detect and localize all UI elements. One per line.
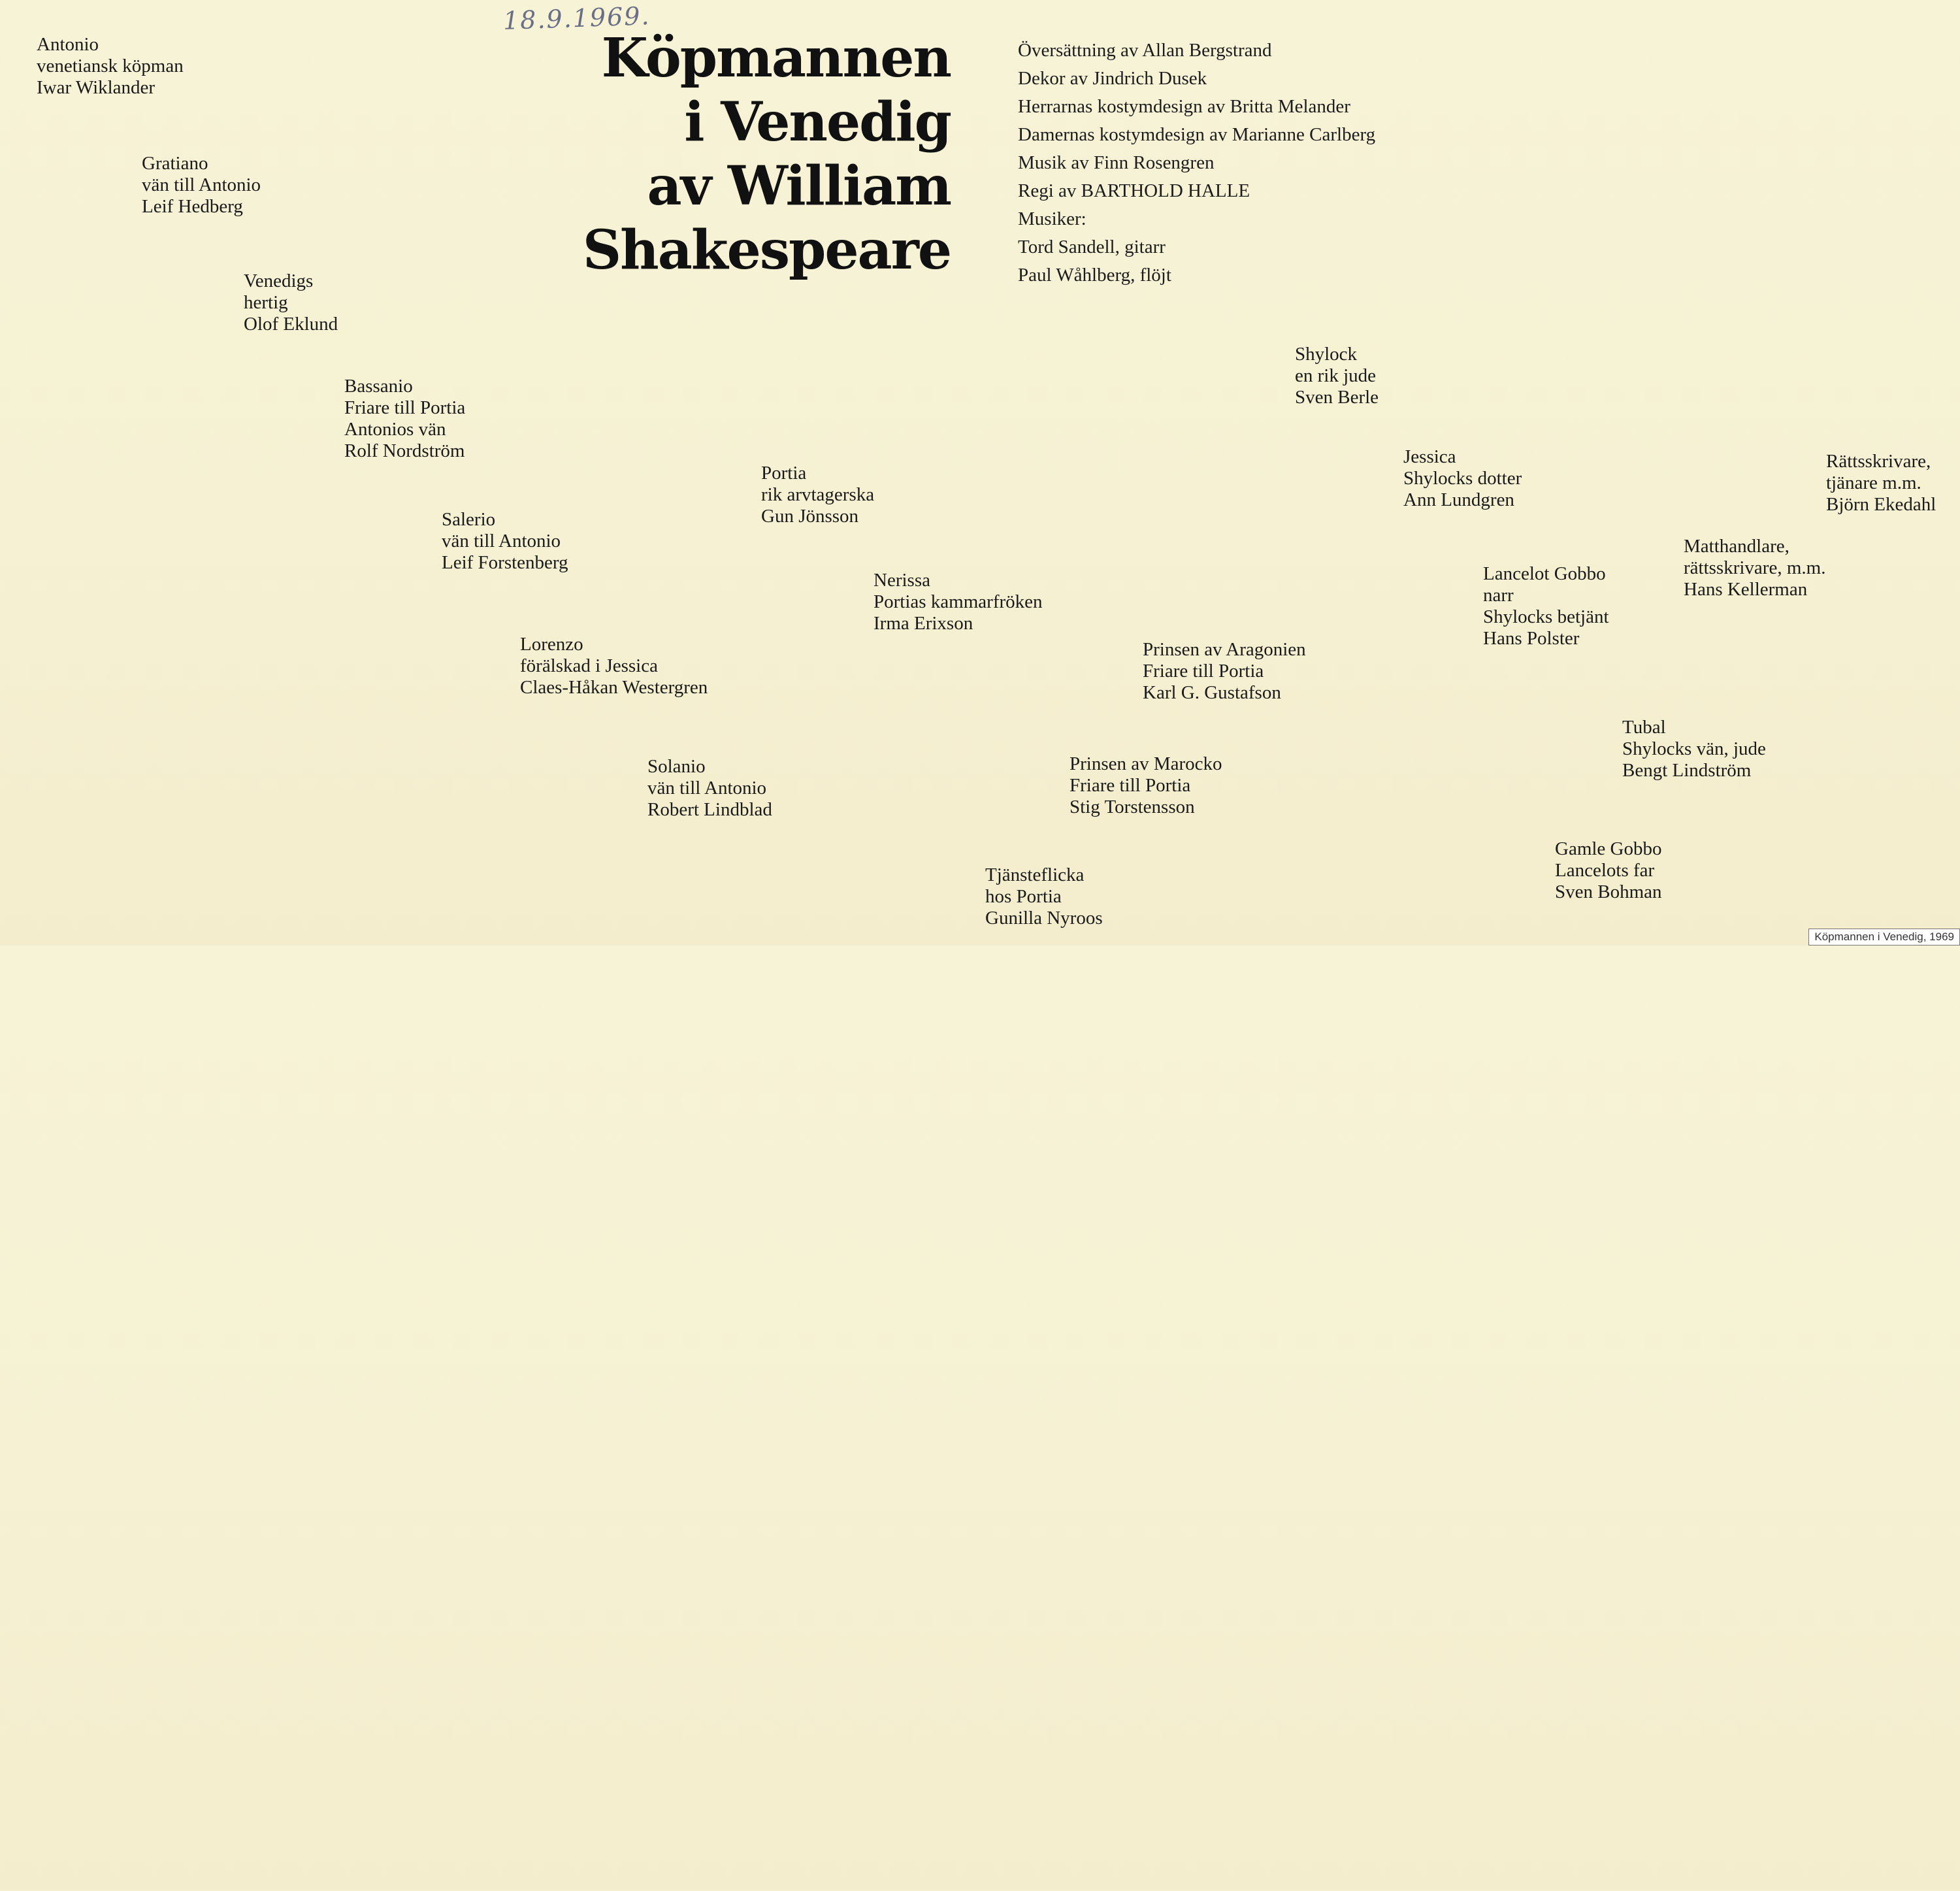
role-description: Antonio xyxy=(37,34,99,55)
role-description: Friare till Portia xyxy=(1070,775,1191,796)
character-bassanio xyxy=(344,376,465,462)
role-description: Shylocks vän, jude xyxy=(1622,738,1766,759)
image-caption: Köpmannen i Venedig, 1969 xyxy=(1808,929,1960,945)
role-description: Bassanio xyxy=(344,376,413,397)
role-description: Lorenzo xyxy=(520,634,583,655)
role-description: Portias kammarfröken xyxy=(874,591,1043,612)
character-label xyxy=(1826,451,1936,516)
role-description: Portia xyxy=(761,463,807,484)
role-description: Gamle Gobbo xyxy=(1555,838,1662,859)
role-description: rättsskrivare, m.m. xyxy=(1684,557,1826,578)
role-description: Lancelots far xyxy=(1555,860,1655,881)
role-description: Prinsen av Aragonien xyxy=(1143,639,1306,660)
role-description: Tjänsteflicka xyxy=(985,864,1085,885)
actor-name: Ann Lundgren xyxy=(1403,489,1514,510)
character-label xyxy=(647,756,772,821)
role-description: Jessica xyxy=(1403,446,1456,467)
actor-name: Irma Erixson xyxy=(874,613,973,634)
musician-guitar: Tord Sandell, gitarr xyxy=(1018,237,1166,257)
actor-name: Stig Torstensson xyxy=(1070,797,1195,817)
character-lorenzo xyxy=(520,634,708,699)
character-label xyxy=(985,864,1103,929)
title-line: Shakespeare xyxy=(582,219,951,282)
character-label xyxy=(761,463,874,527)
musicians-heading: Musiker: xyxy=(1018,208,1086,229)
credit-music: Musik av Finn Rosengren xyxy=(1018,152,1215,173)
character-tubal xyxy=(1622,717,1766,781)
credit-translation: Översättning av Allan Bergstrand xyxy=(1018,40,1272,61)
actor-name: Sven Bohman xyxy=(1555,881,1662,902)
actor-name: Claes-Håkan Westergren xyxy=(520,677,708,698)
role-description: Nerissa xyxy=(874,570,930,591)
actor-name: Robert Lindblad xyxy=(647,799,772,820)
character-label xyxy=(1143,639,1306,704)
role-description: Friare till Portia xyxy=(344,397,466,418)
title-line: i Venedig xyxy=(684,91,951,154)
character-label xyxy=(1622,717,1766,781)
role-description: Venedigs xyxy=(244,271,314,291)
character-label xyxy=(344,376,465,462)
role-description: Prinsen av Marocko xyxy=(1070,753,1222,774)
poster xyxy=(0,0,1960,945)
character-label xyxy=(244,271,338,335)
character-gratiano xyxy=(142,153,261,218)
actor-name: Rolf Nordström xyxy=(344,440,465,461)
character-label xyxy=(37,34,184,99)
character-portia xyxy=(761,463,874,527)
role-description: Lancelot Gobbo xyxy=(1483,563,1606,584)
role-description: Shylock xyxy=(1295,344,1358,365)
actor-name: Olof Eklund xyxy=(244,314,338,335)
role-description: Salerio xyxy=(442,509,496,530)
character-gamle-gobbo xyxy=(1555,838,1662,903)
actor-name: Sven Berle xyxy=(1295,387,1379,408)
actor-name: Iwar Wiklander xyxy=(37,77,155,98)
actor-name: Hans Kellerman xyxy=(1684,579,1808,600)
character-label xyxy=(1483,563,1609,650)
character-matthandlare xyxy=(1684,536,1825,600)
actor-name: Leif Forstenberg xyxy=(442,552,568,573)
role-description: Shylocks betjänt xyxy=(1483,606,1609,627)
actor-name: Hans Polster xyxy=(1483,628,1580,649)
character-tjansteflicka xyxy=(985,864,1103,929)
role-description: tjänare m.m. xyxy=(1826,472,1921,493)
role-description: vän till Antonio xyxy=(142,174,261,195)
handwritten-date: 18.9.1969. xyxy=(502,1,651,35)
role-description: Shylocks dotter xyxy=(1403,468,1522,489)
credit-direction: Regi av BARTHOLD HALLE xyxy=(1018,180,1250,201)
actor-name: Gun Jönsson xyxy=(761,506,859,527)
title-line: Köpmannen xyxy=(601,27,951,90)
role-description: hos Portia xyxy=(985,886,1062,907)
credit-womens-costumes: Damernas kostymdesign av Marianne Carlberg xyxy=(1018,124,1376,145)
character-label xyxy=(1070,753,1222,818)
character-shylock xyxy=(1295,344,1379,408)
character-line xyxy=(0,842,1960,1564)
character-prinsen-av-aragonien xyxy=(1143,639,1306,704)
character-line xyxy=(0,1564,1960,1891)
character-label xyxy=(442,509,568,574)
character-label xyxy=(1555,838,1662,903)
production-credits xyxy=(1018,37,1375,289)
role-description: Rättsskrivare, xyxy=(1826,451,1931,472)
role-description: venetiansk köpman xyxy=(37,56,184,76)
role-description: en rik jude xyxy=(1295,365,1377,386)
actor-name: Bengt Lindström xyxy=(1622,760,1752,781)
role-description: Solanio xyxy=(647,756,706,777)
role-description: förälskad i Jessica xyxy=(520,655,658,676)
actor-name: Gunilla Nyroos xyxy=(985,908,1103,929)
credit-mens-costumes: Herrarnas kostymdesign av Britta Melander xyxy=(1018,96,1350,117)
play-title xyxy=(583,26,951,282)
actor-name: Karl G. Gustafson xyxy=(1143,682,1281,703)
role-description: vän till Antonio xyxy=(442,531,561,551)
character-label xyxy=(142,153,261,218)
character-line xyxy=(0,0,1960,842)
actor-name: Björn Ekedahl xyxy=(1826,494,1936,515)
credit-set-design: Dekor av Jindrich Dusek xyxy=(1018,68,1207,89)
character-label xyxy=(874,570,1043,634)
role-description: rik arvtagerska xyxy=(761,484,875,505)
title-line: av William xyxy=(647,155,951,218)
role-description: narr xyxy=(1483,585,1514,606)
role-description: Tubal xyxy=(1622,717,1666,738)
character-label xyxy=(520,634,708,699)
musician-flute: Paul Wåhlberg, flöjt xyxy=(1018,265,1171,286)
role-description: Gratiano xyxy=(142,153,208,174)
role-description: vän till Antonio xyxy=(647,778,767,798)
role-description: Friare till Portia xyxy=(1143,661,1264,682)
character-salerio xyxy=(442,509,568,574)
character-venedigs-hertig xyxy=(244,271,338,335)
role-description: Antonios vän xyxy=(344,419,446,440)
character-label xyxy=(1403,446,1522,511)
character-antonio xyxy=(37,34,184,99)
character-jessica xyxy=(1403,446,1522,511)
actor-name: Leif Hedberg xyxy=(142,196,243,217)
role-description: hertig xyxy=(244,292,288,313)
character-nerissa xyxy=(874,570,1043,634)
character-prinsen-av-marocko xyxy=(1070,753,1222,818)
character-rattsskrivare xyxy=(1826,451,1936,516)
character-solanio xyxy=(647,756,772,821)
role-description: Matthandlare, xyxy=(1684,536,1789,557)
character-label xyxy=(1295,344,1379,408)
character-lancelot-gobbo xyxy=(1483,563,1609,650)
character-label xyxy=(1684,536,1825,600)
